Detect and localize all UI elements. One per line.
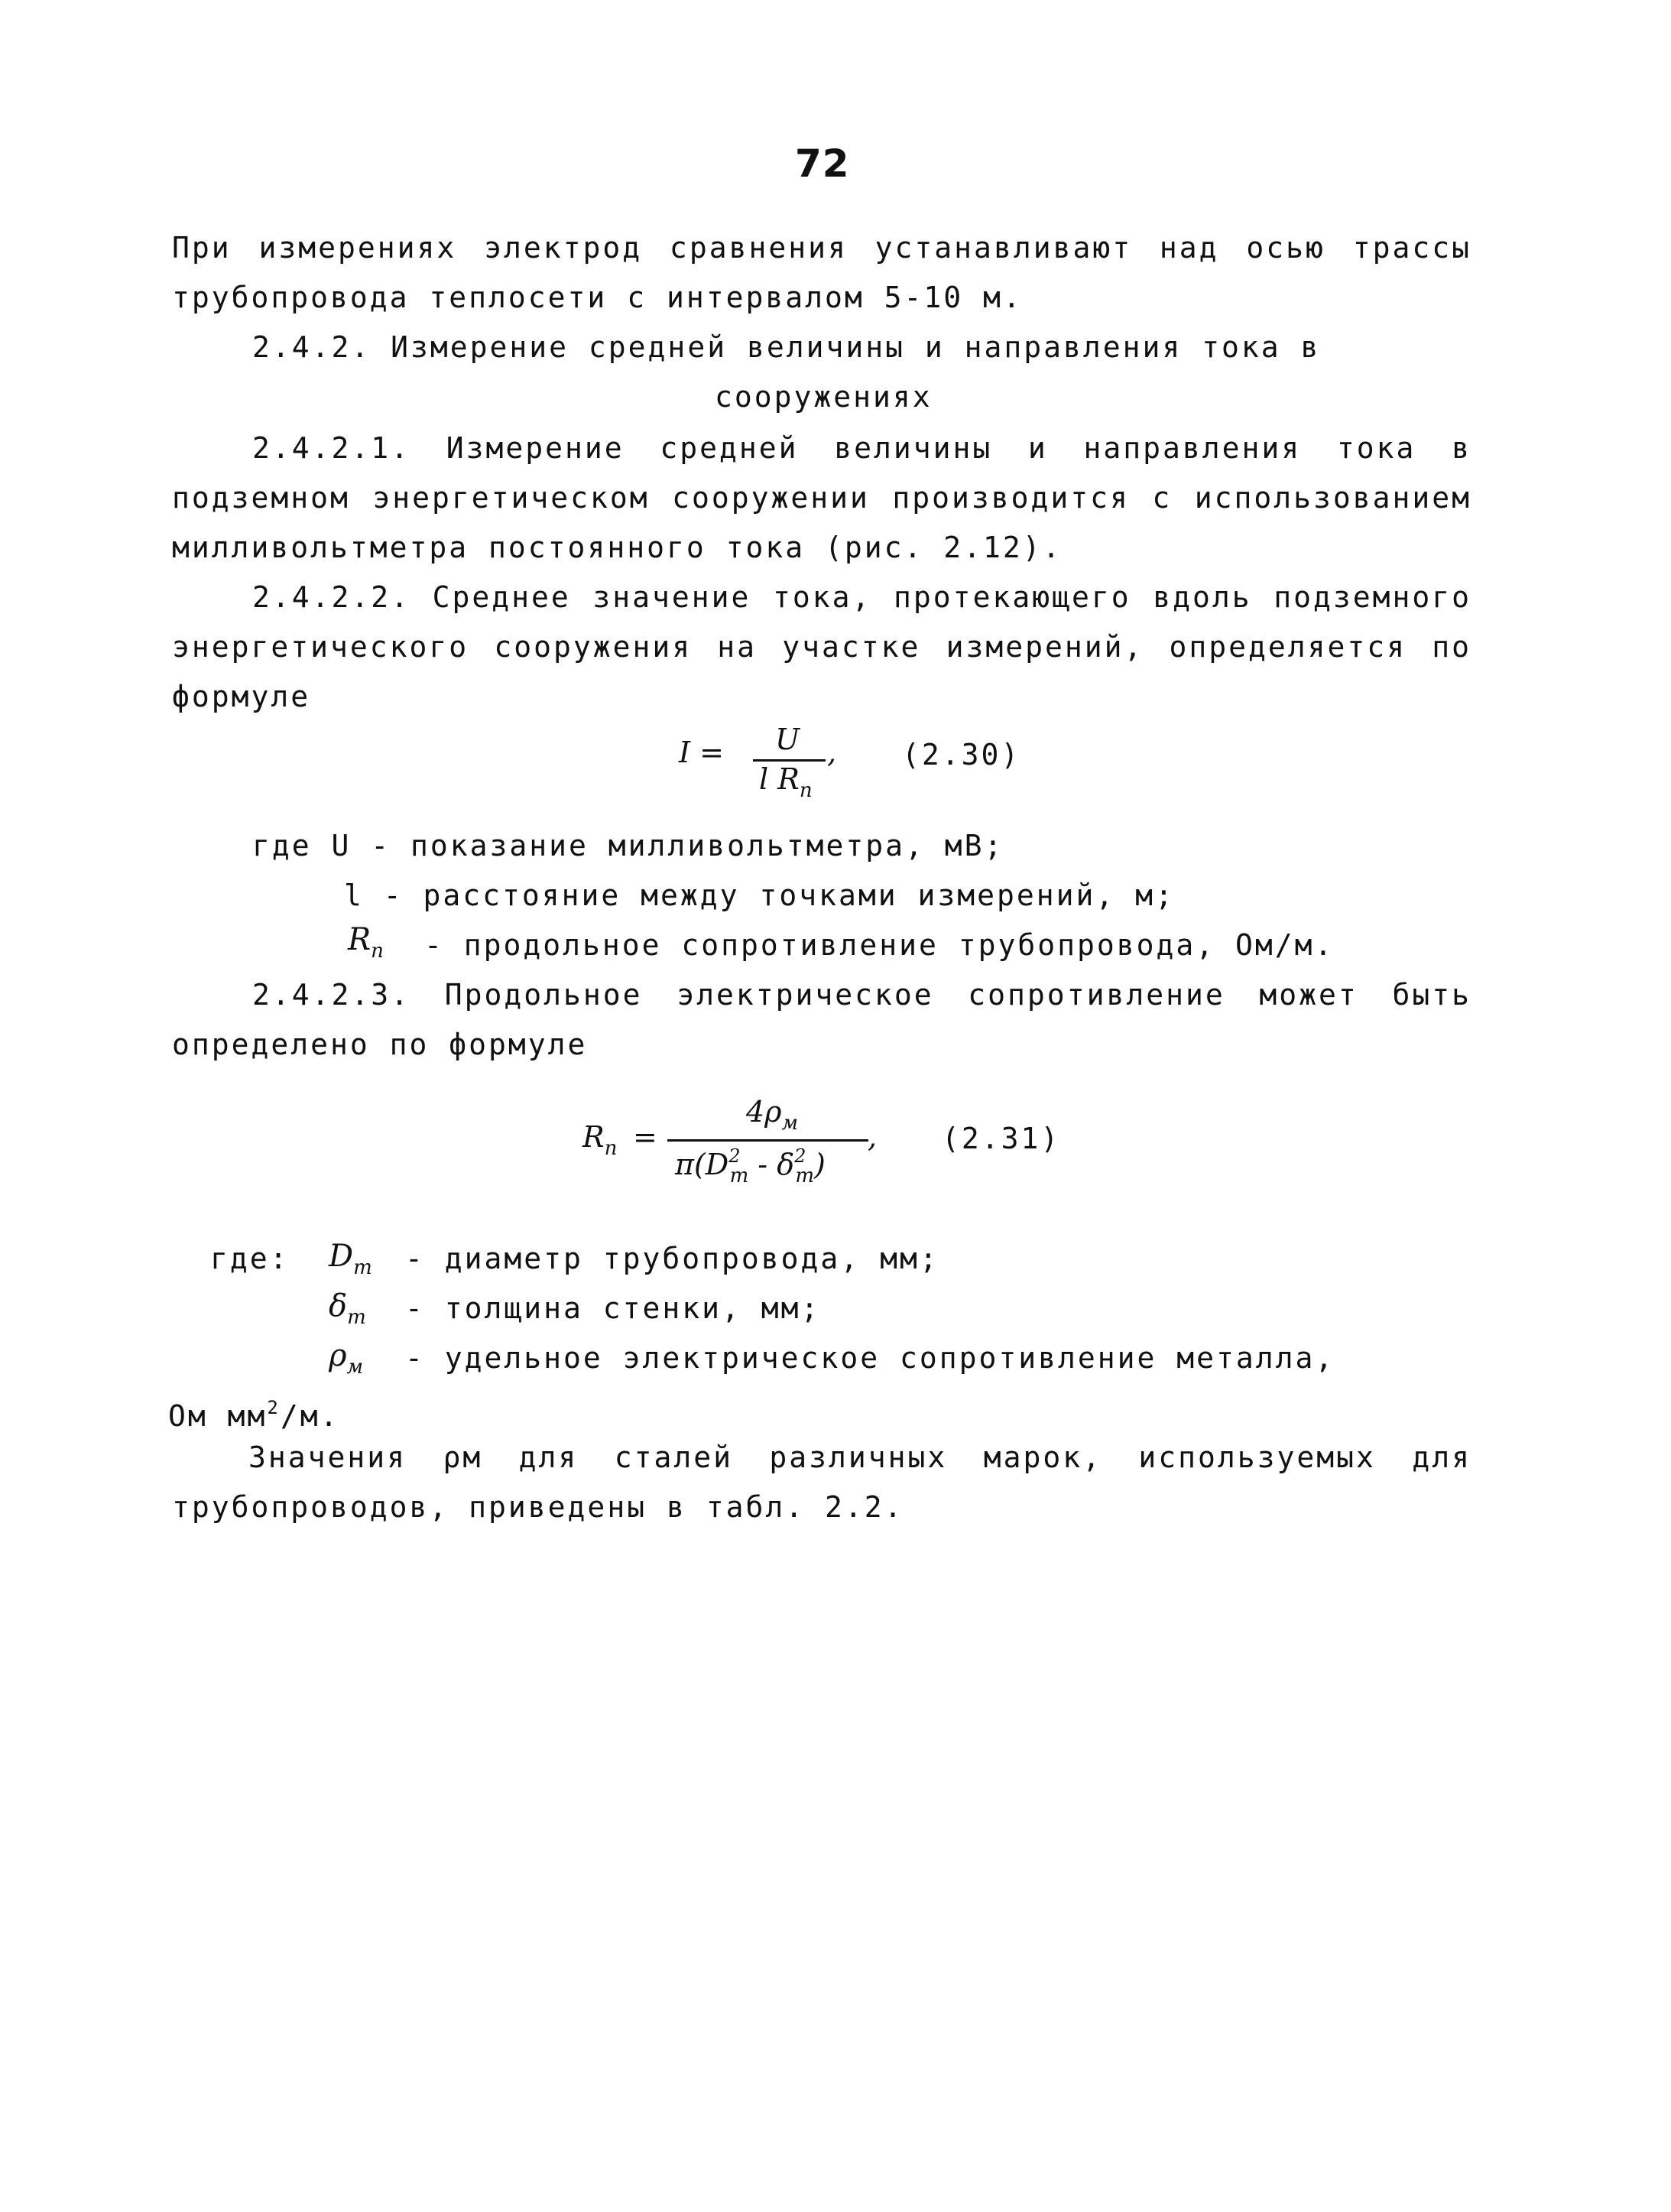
formula-eq: = bbox=[633, 1120, 657, 1154]
text-line: энергетического сооружения на участке измерений, определяется по bbox=[172, 630, 1471, 664]
formula-lhs: I = bbox=[679, 736, 724, 769]
fraction-bar bbox=[667, 1139, 868, 1142]
section-heading: 2.4.2. Измерение средней величины и направления тока в bbox=[252, 330, 1321, 364]
text-line: где: bbox=[210, 1242, 290, 1275]
text-line: 2.4.2.2. Среднее значение тока, протекающего вдоль подземного bbox=[252, 580, 1471, 614]
text-line: 2.4.2.1. Измерение средней величины и направления тока в bbox=[252, 431, 1471, 465]
equation-number: (2.31) bbox=[942, 1122, 1061, 1155]
formula-numerator: U bbox=[774, 723, 800, 756]
section-heading-continued: сооружениях bbox=[715, 380, 933, 414]
text-line: При измерениях электрод сравнения устанавливают над осью трассы bbox=[172, 231, 1471, 265]
symbol-delta: $\delta_т$ bbox=[329, 1288, 366, 1329]
text-line: - удельное электрическое сопротивление металла, bbox=[405, 1341, 1335, 1375]
formula-lhs: $R_п$ bbox=[582, 1120, 618, 1160]
text-line: где U - показание милливольтметра, мВ; bbox=[252, 829, 1004, 862]
text-line: определено по формуле bbox=[172, 1028, 588, 1061]
text-line: - диаметр трубопровода, мм; bbox=[405, 1242, 939, 1275]
text-line: Значения ρм для сталей различных марок, используемых для bbox=[248, 1441, 1471, 1474]
formula-denominator: l $R_п$ bbox=[759, 762, 813, 802]
formula-numerator: $4\rho_м$ bbox=[745, 1095, 799, 1135]
text-line: формуле bbox=[172, 680, 311, 713]
text-line: 2.4.2.3. Продольное электрическое сопротивление может быть bbox=[252, 978, 1471, 1012]
text-line: l - расстояние между точками измерений, м; bbox=[344, 879, 1175, 912]
formula-denominator: $\pi(D^2_т - \delta^2_т)$ bbox=[675, 1145, 826, 1187]
equation-number: (2.30) bbox=[902, 738, 1021, 771]
symbol-dt: $D_т$ bbox=[329, 1239, 372, 1279]
text-line: трубопровода теплосети с интервалом 5-10 м. bbox=[172, 281, 1023, 314]
text-line: Ом $мм^2/м$. bbox=[168, 1397, 340, 1433]
symbol-rho: $\rho_м$ bbox=[329, 1338, 364, 1379]
formula-trail: , bbox=[868, 1120, 878, 1154]
text-line: милливольтметра постоянного тока (рис. 2.12). bbox=[172, 531, 1063, 564]
formula-trail: , bbox=[827, 736, 837, 769]
text-line: трубопроводов, приведены в табл. 2.2. bbox=[172, 1490, 904, 1524]
text-line: - продольное сопротивление трубопровода, Ом/м. bbox=[424, 928, 1335, 962]
symbol-rp: $R_п$ bbox=[348, 922, 384, 963]
text-line: - толщина стенки, мм; bbox=[405, 1291, 821, 1325]
page-number: 72 bbox=[795, 141, 850, 186]
text-line: подземном энергетическом сооружении производится с использованием bbox=[172, 481, 1471, 515]
fraction-bar bbox=[753, 759, 826, 762]
